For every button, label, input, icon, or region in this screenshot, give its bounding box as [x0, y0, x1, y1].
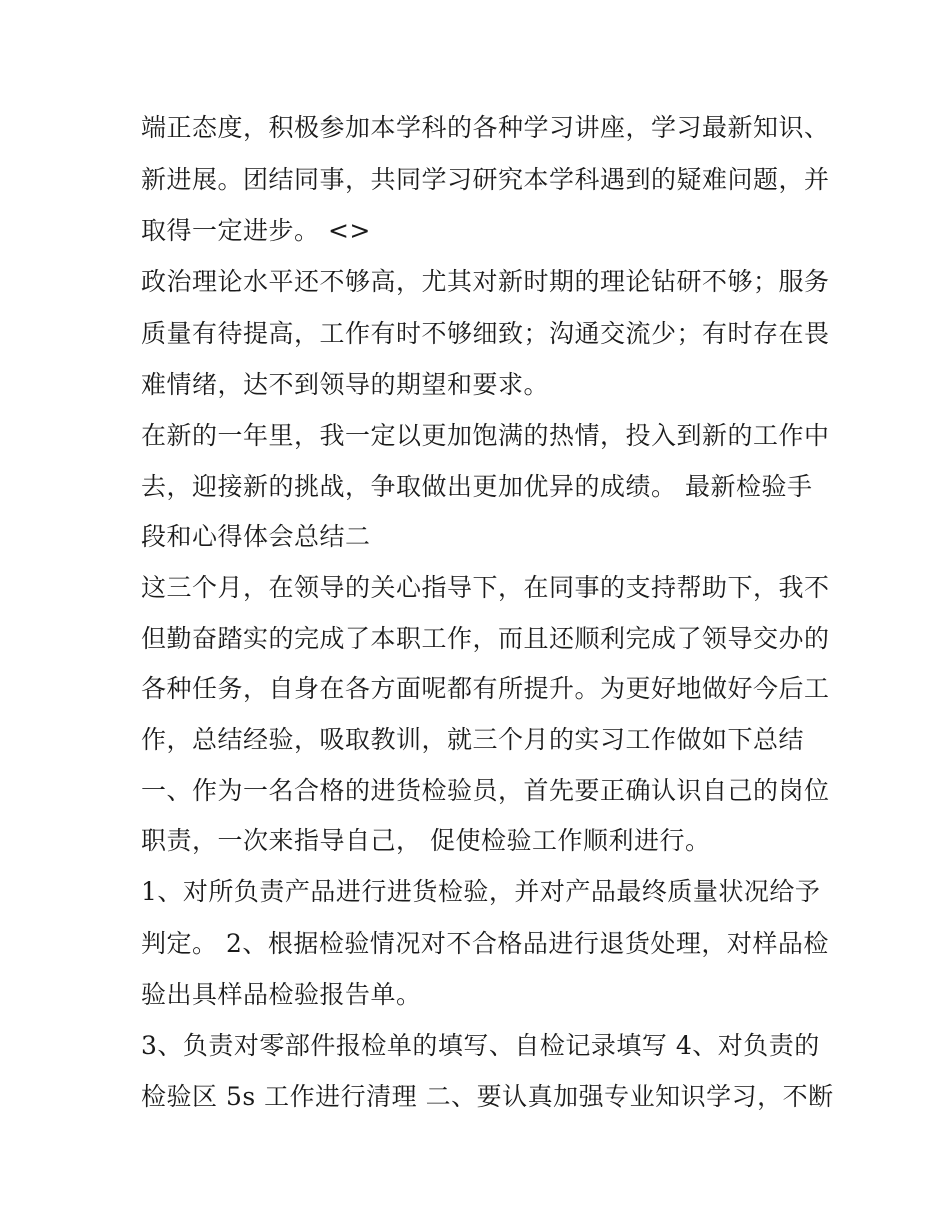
text-line: 取得一定进步。 <> — [141, 216, 371, 245]
text-line: 新进展。团结同事，共同学习研究本学科遇到的疑难问题，并 — [141, 165, 830, 194]
text-line: 端正态度，积极参加本学科的各种学习讲座，学习最新知识、 — [141, 113, 830, 142]
text-line: 质量有待提高，工作有时不够细致；沟通交流少；有时存在畏 — [141, 319, 830, 348]
text-line: 3、负责对零部件报检单的填写、自检记录填写 4、对负责的 — [141, 1031, 820, 1060]
text-line: 但勤奋踏实的完成了本职工作，而且还顺利完成了领导交办的 — [141, 624, 830, 653]
text-line: 段和心得体会总结二 — [141, 522, 371, 551]
text-line: 职责，一次来指导自己， 促使检验工作顺利进行。 — [141, 826, 711, 855]
text-line: 验出具样品检验报告单。 — [141, 980, 422, 1009]
text-line: 政治理论水平还不够高，尤其对新时期的理论钻研不够；服务 — [141, 267, 830, 296]
text-line: 作，总结经验，吸取教训，就三个月的实习工作做如下总结 — [141, 725, 805, 754]
text-line: 在新的一年里，我一定以更加饱满的热情，投入到新的工作中 — [141, 421, 830, 450]
text-line: 难情绪，达不到领导的期望和要求。 — [141, 370, 550, 399]
text-line: 一、作为一名合格的进货检验员，首先要正确认识自己的岗位 — [141, 776, 830, 805]
text-line: 这三个月，在领导的关心指导下，在同事的支持帮助下，我不 — [141, 573, 830, 602]
text-line: 各种任务，自身在各方面呢都有所提升。为更好地做好今后工 — [141, 674, 830, 703]
text-line: 检验区 5s 工作进行清理 二、要认真加强专业知识学习，不断 — [141, 1082, 834, 1111]
text-line: 1、对所负责产品进行进货检验，并对产品最终质量状况给予 — [141, 877, 821, 906]
text-line: 判定。 2、根据检验情况对不合格品进行退货处理，对样品检 — [141, 929, 829, 958]
text-line: 去，迎接新的挑战，争取做出更加优异的成绩。 最新检验手 — [141, 472, 813, 501]
